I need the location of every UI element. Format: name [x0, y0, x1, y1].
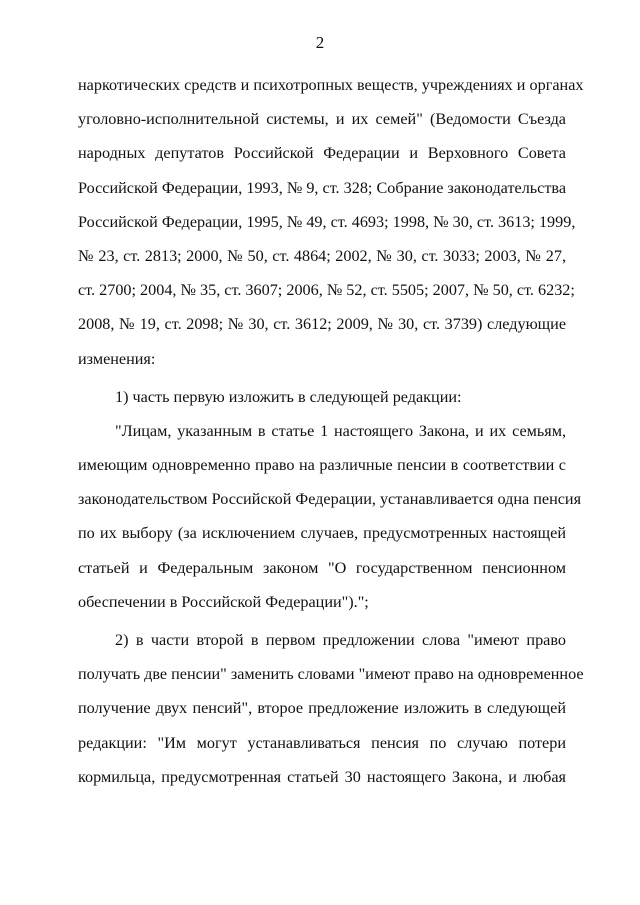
text-line: получение двух пенсий", второе предложение изложить в следующей — [78, 699, 566, 718]
text-line: наркотических средств и психотропных веществ, учреждениях и органах — [78, 76, 584, 94]
text-line: ст. 2700; 2004, № 35, ст. 3607; 2006, № 52, ст. 5505; 2007, № 50, ст. 6232; — [78, 281, 575, 300]
document-body — [78, 74, 584, 800]
quoted-text-line: по их выбору (за исключением случаев, предусмотренных настоящей — [78, 524, 566, 543]
text-line: уголовно-исполнительной системы, и их семей" (Ведомости Съезда — [78, 110, 566, 129]
text-line: кормильца, предусмотренная статьей 30 настоящего Закона, и любая — [78, 767, 566, 786]
text-line: Российской Федерации, 1995, № 49, ст. 4693; 1998, № 30, ст. 3613; 1999, — [78, 212, 576, 231]
page-number: 2 — [315, 33, 325, 52]
text-line: получать две пенсии" заменить словами "имеют право на одновременное — [78, 665, 584, 684]
list-item-2-text: 2) в части второй в первом предложении слова "имеют право — [115, 631, 566, 649]
quoted-text-line: статьей и Федеральным законом "О государственном пенсионном — [78, 558, 566, 577]
quoted-text-line: законодательством Российской Федерации, устанавливается одна пенсия — [78, 490, 582, 509]
quoted-text-line: имеющим одновременно право на различные пенсии в соответствии с — [78, 456, 566, 475]
quoted-text-line: обеспечении в Российской Федерации")."; — [78, 592, 369, 611]
list-item-1-heading: 1) часть первую изложить в следующей редакции: — [115, 387, 462, 406]
text-line: 2008, № 19, ст. 2098; № 30, ст. 3612; 2009, № 30, ст. 3739) следующие — [78, 315, 566, 334]
text-line: Российской Федерации, 1993, № 9, ст. 328; Собрание законодательства — [78, 178, 567, 197]
text-line: изменения: — [78, 349, 156, 368]
text-line: народных депутатов Российской Федерации и Верховного Совета — [78, 144, 566, 163]
text-line: № 23, ст. 2813; 2000, № 50, ст. 4864; 2002, № 30, ст. 3033; 2003, № 27, — [78, 246, 566, 265]
quoted-text-line: "Лицам, указанным в статье 1 настоящего Закона, и их семьям, — [115, 421, 566, 440]
text-line: редакции: "Им могут устанавливаться пенсия по случаю потери — [78, 733, 566, 752]
